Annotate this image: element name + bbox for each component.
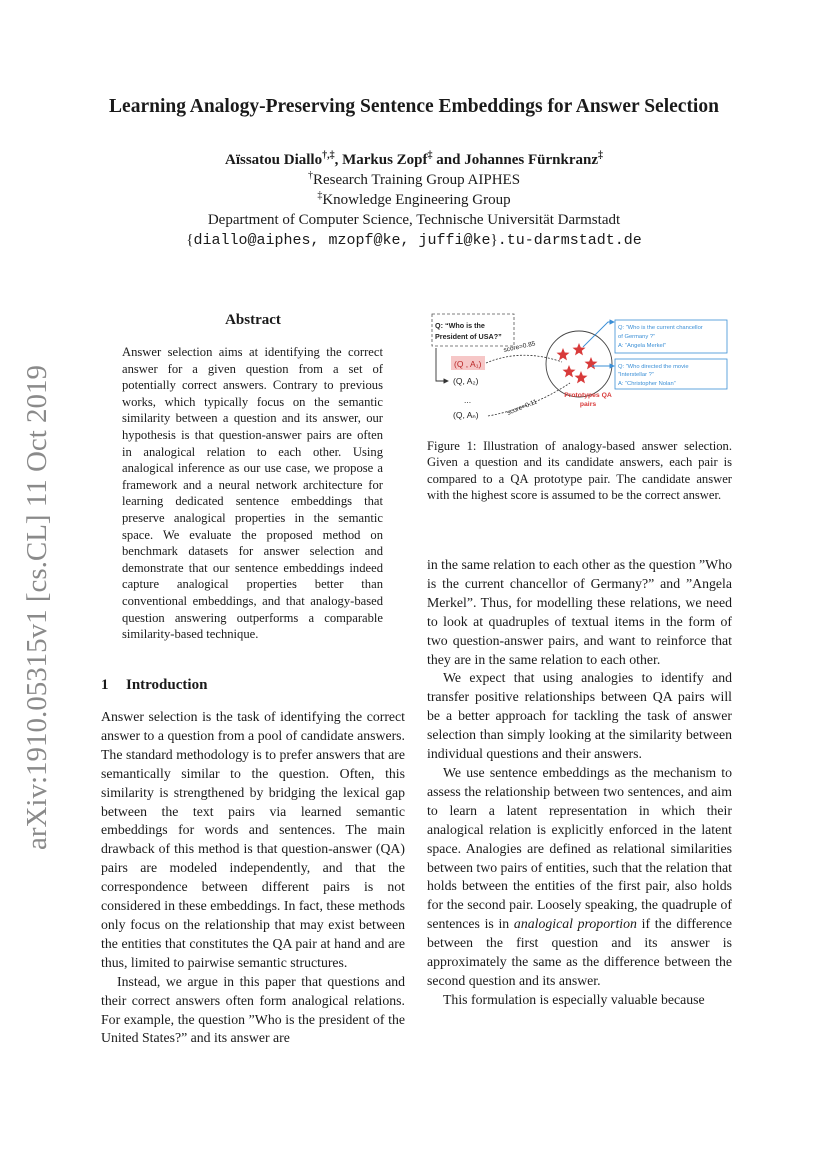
intro-right-column <box>427 556 732 1010</box>
paper-title: Learning Analogy-Preserving Sentence Embeddings for Answer Selection <box>109 96 719 117</box>
department: Department of Computer Science, Technische Universität Darmstadt <box>207 212 621 228</box>
pair-connector <box>436 348 448 381</box>
paragraph: Instead, we argue in this paper that questions and their correct answers often form analogical relations. For example, the question ”Who is the president of the United States?” and its answer are <box>101 973 405 1046</box>
email-domain: .tu-darmstadt.de <box>497 232 642 249</box>
paragraph: We expect that using analogies to identify and transfer positive relationships between QA pairs will be a better approach for tackling the task of answer selection than simply looking at the similarity between individual questions and their answers. <box>427 670 732 762</box>
figure-caption: Figure 1: Illustration of analogy-based answer selection. Given a question and its candidate answers, each pair is compared to a QA prototype pair. The candidate answer with the highest score is assumed to be the correct answer. <box>427 439 732 503</box>
brace: { <box>186 232 194 248</box>
score-label: score=0.11 <box>506 398 539 417</box>
pair-label: (Q, A₂) <box>453 376 479 386</box>
star-icon <box>575 371 588 383</box>
author-name: and Johannes Fürnkranz <box>432 152 598 168</box>
example-text: ”Interstellar ?” <box>618 372 654 378</box>
affiliation-mark: † <box>307 170 313 181</box>
prototype-circle <box>546 331 612 397</box>
prototypes-label: Prototypes QA <box>564 392 612 399</box>
paragraph-text: We use sentence embeddings as the mechanism to assess the relationship between two sentences, and aim to learn a latent representation in which their analogical relation is explicitly enforced in the latent space. Analogies are defined as relational similarities between two pairs of entities, such that the relation that holds between the entities of the first pair, also holds for the second pair. Loosely speaking, the quadruple of sentences is in <box>427 764 732 932</box>
author-sup: †,‡ <box>322 150 335 161</box>
star-icon <box>557 348 570 360</box>
author-name: , Markus Zopf <box>334 152 428 168</box>
pair-label: (Q , A₁) <box>454 359 482 369</box>
question-box <box>432 314 514 346</box>
example-text: Q: “Who directed the movie <box>618 364 689 370</box>
arxiv-stamp <box>14 360 54 850</box>
author-block <box>0 150 828 251</box>
affiliation-text: Research Training Group AIPHES <box>312 172 521 188</box>
affiliation-mark: ‡ <box>317 190 323 201</box>
paragraph: Answer selection is the task of identifying the correct answer to a question from a pool of candidate answers. The standard methodology is to prefer answers that are semantically similar to the question. Often, this similarity is strengthened by bridging the lexical gap between the text pairs via learned semantic embeddings for words and sentences. The main drawback of this method is that question-answer (QA) pairs are modeled independently, and that the correspondence between different pairs is not considered in these embeddings. In fact, these methods only focus on the relationship that may exist between the entities that constitutes the QA pair at hand and are thus, limited to pairwise semantic structures. <box>101 709 405 970</box>
star-icon <box>563 365 576 377</box>
question-text: President of USA?” <box>435 332 502 341</box>
email-list: diallo@aiphes, mzopf@ke, juffi@ke <box>193 232 491 249</box>
prototypes-label: pairs <box>579 401 597 408</box>
abstract-text: Answer selection aims at identifying the correct answer for a given question from a set of potentially correct answers. Contrary to previous works, which typically focus on the semantic similarity between a question and its answer, our hypothesis is that question-answer pairs are often in analogical relation to each other. Using analogical inference as our use case, we propose a framework and a neural network architecture for learning dedicated sentence embeddings that preserve analogical properties in the semantic space. We evaluate the proposed method on benchmark datasets for answer selection and demonstrate that our sentence embeddings indeed capture analogical properties better than conventional embeddings, and that analogy-based question answering outperforms a comparable similarity-based technique. <box>122 345 383 642</box>
section-heading <box>101 677 405 694</box>
score-line-low <box>488 383 570 416</box>
score-line-high <box>486 355 562 363</box>
paragraph <box>427 764 732 991</box>
example-text: A: “Angela Merkel” <box>618 343 667 349</box>
paragraph: in the same relation to each other as the question ”Who is the current chancellor of Germany?” and ”Angela Merkel”. Thus, for modelling these relations, we need to look at quadruples of textual items in the form of two question-answer pairs, and want to reinforce that they are in the same relation to each other. <box>427 557 732 667</box>
author-sup: ‡ <box>598 150 603 161</box>
paragraph-text: if the difference between the first question and its answer is approximately the same as the difference between the second question and its answer. <box>427 916 732 988</box>
star-icon <box>585 357 598 369</box>
example-text: A: “Christopher Nolan” <box>618 381 676 387</box>
affiliation-2 <box>0 190 828 210</box>
star-icon <box>573 343 586 355</box>
affiliation-text: Knowledge Engineering Group <box>322 192 511 208</box>
example-text: of Germany ?” <box>618 334 656 340</box>
emails <box>0 230 828 251</box>
ellipsis: ... <box>464 395 472 405</box>
prototype-stars <box>557 343 598 383</box>
score-label: score=0.85 <box>502 340 537 354</box>
author-names <box>0 150 828 170</box>
example-text: Q: “Who is the current chancellor <box>618 325 703 331</box>
author-name: Aïssatou Diallo <box>224 152 323 168</box>
affiliation-1 <box>0 170 828 190</box>
emphasis: analogical proportion <box>513 916 637 932</box>
arxiv-stamp-text: arXiv:1910.05315v1 [cs.CL] 11 Oct 2019 <box>22 381 53 850</box>
section-number: 1 <box>101 677 109 693</box>
abstract-heading: Abstract <box>225 312 281 328</box>
question-text: Q: “Who is the <box>435 321 485 330</box>
intro-left-column <box>101 708 405 1048</box>
brace: } <box>490 232 498 248</box>
author-sup: ‡ <box>427 150 433 161</box>
prototype-arrow <box>583 322 614 347</box>
pair-label: (Q, Aₙ) <box>453 410 479 420</box>
section-title: Introduction <box>126 677 208 693</box>
paragraph: This formulation is especially valuable because <box>443 991 705 1007</box>
figure-1 <box>422 308 734 430</box>
